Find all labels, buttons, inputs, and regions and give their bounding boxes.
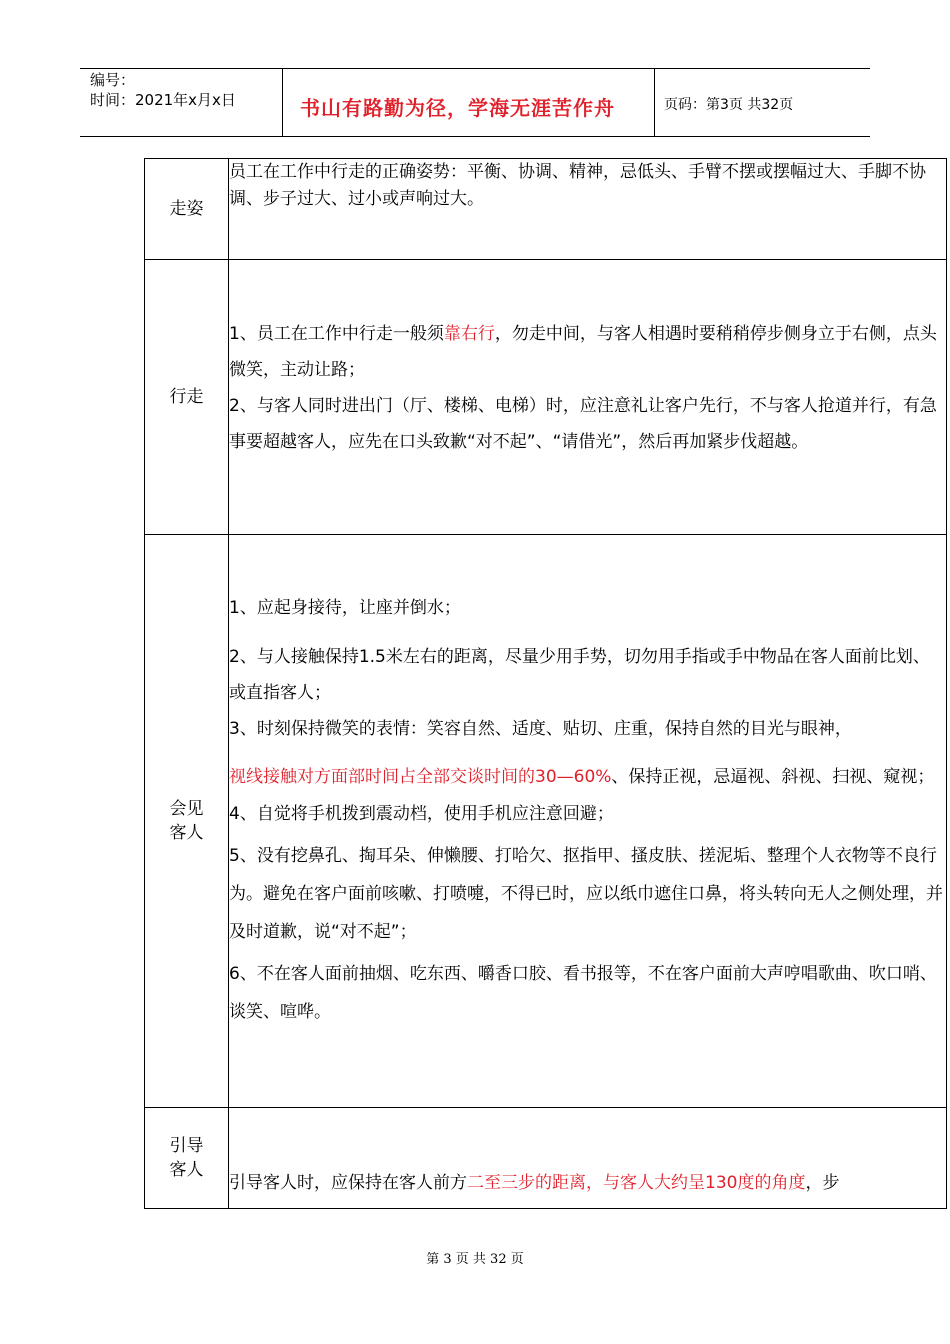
paragraph: 6、不在客人面前抽烟、吃东西、嚼香口胶、看书报等，不在客户面前大声哼唱歌曲、吹口哨、谈笑、喧哗。 (229, 964, 937, 1022)
highlight-text: 视线接触对方面部时间占全部交谈时间的30—60% (229, 767, 612, 787)
row-label-text: 引导客人 (169, 1136, 204, 1180)
header-number: 编号： (90, 71, 136, 89)
row-content (229, 159, 947, 260)
header-motto: 书山有路勤为径，学海无涯苦作舟 (300, 96, 615, 120)
header-divider-1 (282, 68, 283, 136)
highlight-text: 二至三步的距离，与客人大约呈130度的角度 (467, 1173, 806, 1193)
paragraph: 2、与客人同时进出门（厅、楼梯、电梯）时，应注意礼让客户先行，不与客人抢道并行，有急事要超越客人，应先在口头致歉“对不起”、“请借光”，然后再加紧步伐超越。 (229, 396, 937, 452)
header-page-info: 页码：第3页 共32页 (664, 97, 794, 113)
row-label: 行走 (145, 260, 229, 535)
paragraph (229, 316, 946, 388)
etiquette-table (144, 158, 947, 1209)
row-label (145, 1108, 229, 1209)
table-row (145, 260, 947, 535)
header-date: 时间：2021年x月x日 (90, 91, 236, 109)
row-label-text: 会见客人 (169, 799, 204, 843)
paragraph: 5、没有挖鼻孔、掏耳朵、伸懒腰、打哈欠、抠指甲、搔皮肤、搓泥垢、整理个人衣物等不良行为。避免在客户面前咳嗽、打喷嚏，不得已时，应以纸巾遮住口鼻，将头转向无人之侧处理，并及时道歉，说“对不起”； (229, 846, 943, 942)
text-run: ，步 (805, 1173, 840, 1193)
text-run: 、保持正视，忌逼视、斜视、扫视、窥视； (611, 767, 935, 787)
paragraph: 2、与人接触保持1.5米左右的距离，尽量少用手势，切勿用手指或手中物品在客人面前比划、或直指客人； (229, 647, 930, 703)
highlight-text: 靠右行 (443, 324, 495, 344)
table-row (145, 1108, 947, 1209)
header-meta (90, 70, 236, 110)
paragraph (229, 759, 946, 795)
row-content (229, 535, 947, 1108)
paragraph: 员工在工作中行走的正确姿势：平衡、协调、精神，忌低头、手臂不摆或摆幅过大、手脚不协调、步子过大、过小或声响过大。 (229, 162, 926, 209)
paragraph (229, 1168, 946, 1198)
header-divider-2 (654, 68, 655, 136)
header-bottom-rule (80, 136, 870, 137)
page-footer: 第 3 页 共 32 页 (426, 1252, 524, 1267)
header-top-rule (80, 68, 870, 69)
text-run: ，勿走中间，与客人相遇时要稍稍停步侧身立于右侧，点头微笑，主动让路； (229, 324, 937, 380)
row-content (229, 1108, 947, 1209)
row-label (145, 535, 229, 1108)
text-run: 1、员工在工作中行走一般须 (229, 324, 444, 344)
paragraph: 1、应起身接待，让座并倒水； (229, 598, 461, 618)
table-row (145, 159, 947, 260)
table-row (145, 535, 947, 1108)
paragraph: 4、自觉将手机拨到震动档，使用手机应注意回避； (229, 804, 614, 824)
row-label: 走姿 (145, 159, 229, 260)
row-content (229, 260, 947, 535)
text-run: 引导客人时，应保持在客人前方 (229, 1173, 467, 1193)
paragraph: 3、时刻保持微笑的表情：笑容自然、适度、贴切、庄重，保持自然的目光与眼神， (229, 719, 852, 739)
